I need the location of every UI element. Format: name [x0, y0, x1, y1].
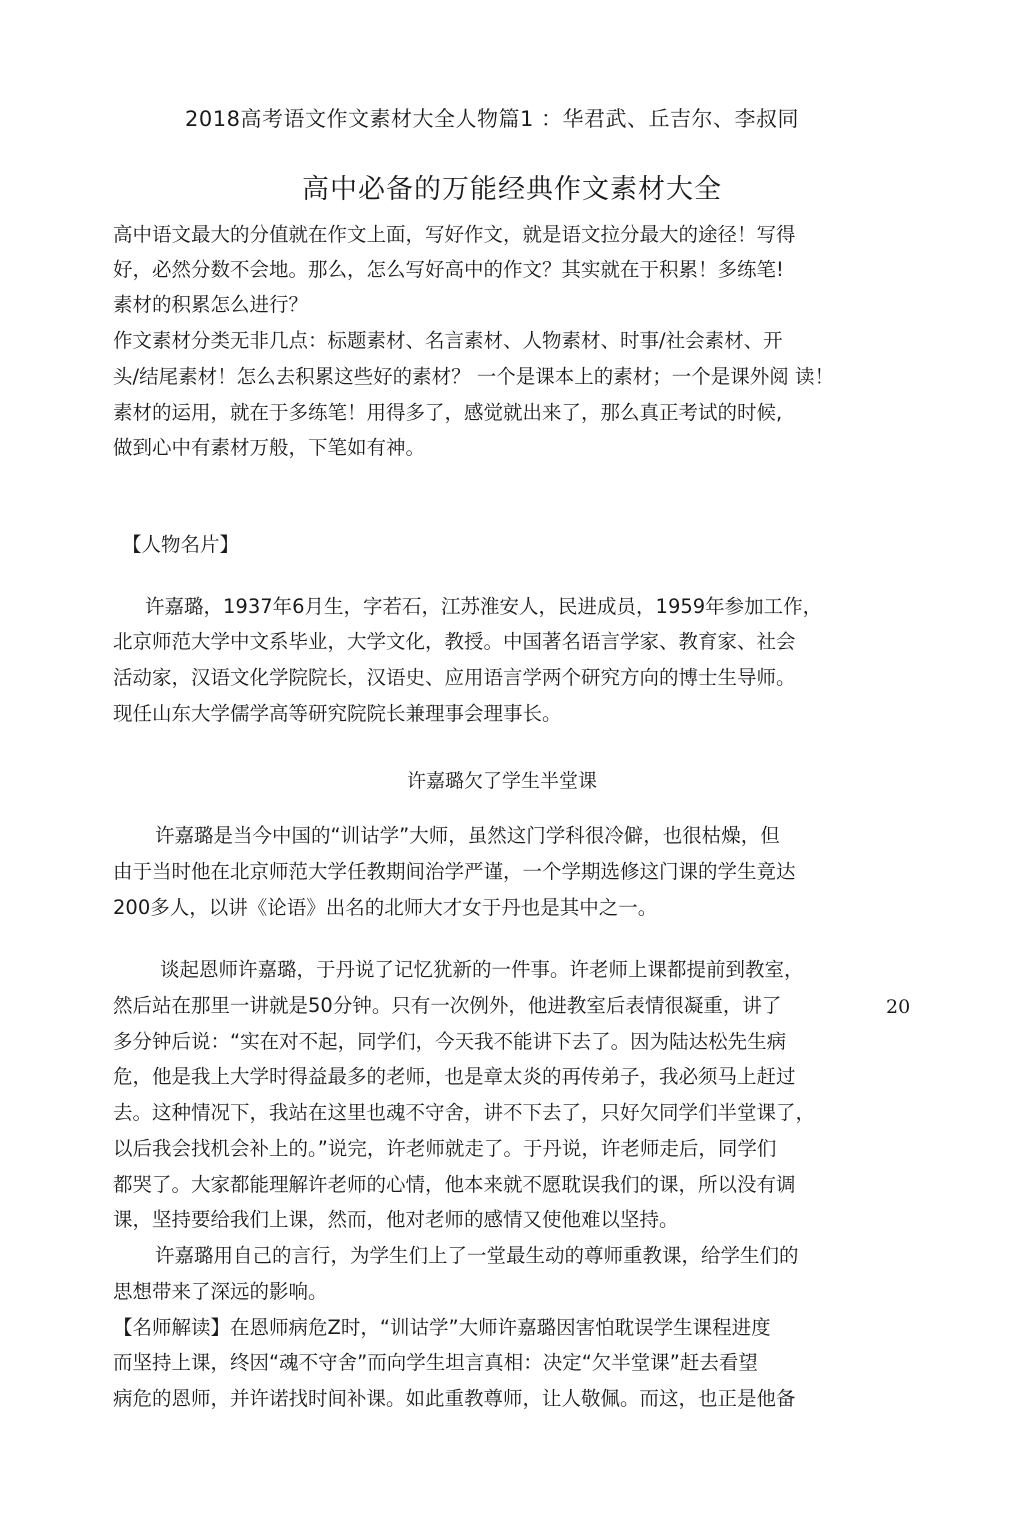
paragraph-line: 以后我会找机会补上的。”说完，许老师就走了。于丹说，许老师走后，同学们: [113, 1137, 777, 1160]
paragraph-line: 然后站在那里一讲就是50分钟。只有一次例外，他进教室后表情很凝重，讲了: [113, 994, 782, 1017]
bio-line: 许嘉璐，1937年6月生，字若石，江苏淮安人，民进成员，1959年参加工作，: [145, 595, 823, 618]
commentary-line: 【名师解读】在恩师病危Z时，“训诂学”大师许嘉璐因害怕耽误学生课程进度: [113, 1316, 771, 1339]
intro-line: 好，必然分数不会地。那么，怎么写好高中的作文？其实就在于积累！多练笔!: [113, 258, 784, 281]
paragraph-line: 思想带来了深远的影响。: [113, 1280, 328, 1303]
margin-number: 20: [886, 996, 911, 1018]
bio-line: 活动家，汉语文化学院院长，汉语史、应用语言学两个研究方向的博士生导师。: [113, 666, 796, 689]
intro-line: 作文素材分类无非几点：标题素材、名言素材、人物素材、时事/社会素材、开: [113, 329, 783, 352]
commentary-line: 而坚持上课，终因“魂不守舍”而向学生坦言真相：决定“欠半堂课”赶去看望: [113, 1351, 758, 1374]
intro-line: 头/结尾素材！怎么去积累这些好的素材？ 一个是课本上的素材；一个是课外阅 读！: [113, 365, 834, 388]
paragraph-line: 课，坚持要给我们上课，然而，他对老师的感情又使他难以坚持。: [113, 1208, 679, 1231]
commentary-line: 病危的恩师，并许诺找时间补课。如此重教尊师，让人敬佩。而这，也正是他备: [113, 1387, 796, 1410]
intro-line: 素材的积累怎么进行？: [113, 293, 309, 316]
intro-line: 高中语文最大的分值就在作文上面，写好作文，就是语文拉分最大的途径！写得: [113, 223, 796, 246]
paragraph-line: 多分钟后说：“实在对不起，同学们，今天我不能讲下去了。因为陆达松先生病: [113, 1030, 787, 1053]
paragraph-line: 危，他是我上大学时得益最多的老师，也是章太炎的再传弟子，我必须马上赶过: [113, 1065, 796, 1088]
paragraph-line: 许嘉璐用自己的言行，为学生们上了一堂最生动的尊师重教课，给学生们的: [155, 1244, 799, 1267]
paragraph-line: 谈起恩师许嘉璐，于丹说了记忆犹新的一件事。许老师上课都提前到教室，: [160, 958, 804, 981]
section-label: 【人物名片】: [122, 533, 240, 556]
paragraph-line: 200多人，以讲《论语》出名的北师大才女于丹也是其中之一。: [113, 896, 658, 919]
story-title: 许嘉璐欠了学生半堂课: [406, 770, 597, 792]
paragraph-line: 许嘉璐是当今中国的“训诂学”大师，虽然这门学科很冷僻，也很枯燥，但: [155, 824, 780, 847]
paragraph-line: 由于当时他在北京师范大学任教期间治学严谨，一个学期选修这门课的学生竟达: [113, 860, 796, 883]
paragraph-line: 去。这种情况下，我站在这里也魂不守舍，讲不下去了，只好欠同学们半堂课了，: [113, 1101, 816, 1124]
bio-line: 现任山东大学儒学高等研究院院长兼理事会理事长。: [113, 702, 562, 725]
bio-line: 北京师范大学中文系毕业，大学文化，教授。中国著名语言学家、教育家、社会: [113, 630, 796, 653]
intro-line: 素材的运用，就在于多练笔！用得多了，感觉就出来了，那么真正考试的时候,: [113, 401, 783, 424]
paragraph-line: 都哭了。大家都能理解许老师的心情，他本来就不愿耽误我们的课，所以没有调: [113, 1173, 796, 1196]
document-title: 2018高考语文作文素材大全人物篇1 ：华君武、丘吉尔、李叔同: [185, 107, 799, 131]
document-subtitle: 高中必备的万能经典作文素材大全: [302, 174, 722, 205]
intro-line: 做到心中有素材万般，下笔如有神。: [113, 436, 426, 459]
